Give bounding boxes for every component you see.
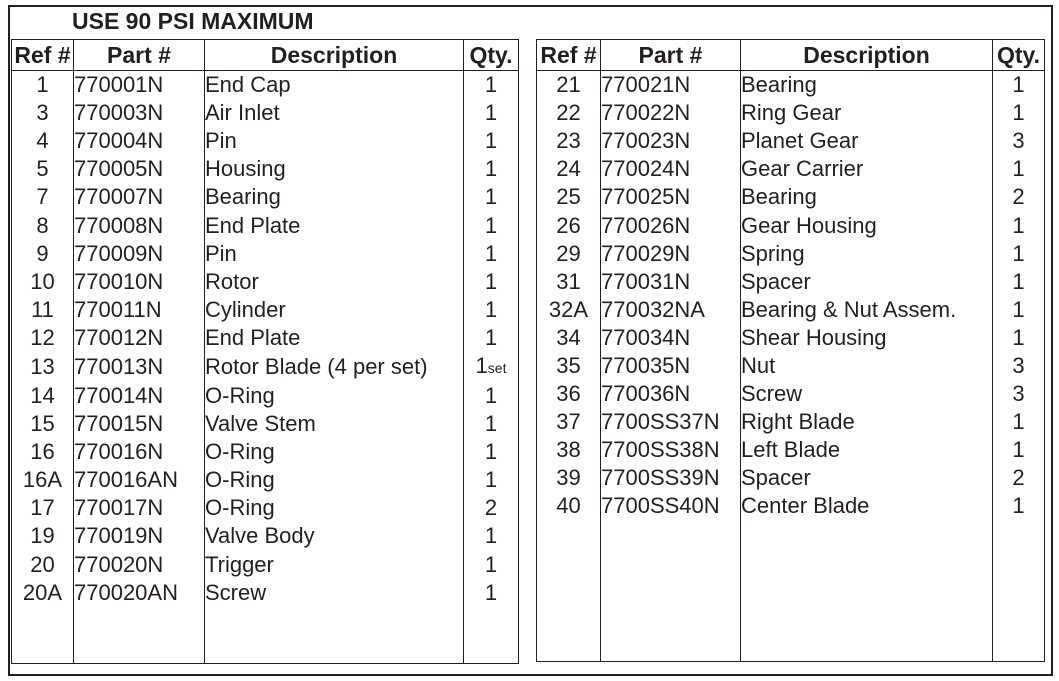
part-number-cell: 770009N bbox=[74, 240, 205, 268]
part-number-cell: 7700SS40N bbox=[601, 492, 741, 520]
description-cell: Air Inlet bbox=[205, 99, 464, 127]
quantity-cell: 1 bbox=[993, 155, 1045, 183]
description-cell: Spacer bbox=[741, 464, 993, 492]
quantity-cell: 1 bbox=[993, 71, 1045, 100]
quantity-unit: set bbox=[487, 359, 507, 376]
table-row bbox=[537, 464, 1045, 492]
parts-table-right-body bbox=[537, 71, 1045, 662]
part-number-cell bbox=[74, 607, 205, 635]
description-cell: Left Blade bbox=[741, 436, 993, 464]
quantity-cell: 3 bbox=[993, 380, 1045, 408]
table-row bbox=[12, 522, 519, 550]
quantity-cell bbox=[993, 633, 1045, 662]
description-cell: O-Ring bbox=[205, 494, 464, 522]
ref-cell: 1 bbox=[12, 71, 74, 100]
quantity-cell: 1 bbox=[464, 522, 519, 550]
quantity-cell: 1 bbox=[464, 240, 519, 268]
table-row bbox=[12, 268, 519, 296]
part-number-cell: 770001N bbox=[74, 71, 205, 100]
ref-cell bbox=[537, 577, 601, 605]
table-row bbox=[537, 296, 1045, 324]
pressure-warning-heading: USE 90 PSI MAXIMUM bbox=[72, 8, 314, 34]
table-row bbox=[12, 240, 519, 268]
ref-cell: 9 bbox=[12, 240, 74, 268]
part-number-cell bbox=[74, 635, 205, 664]
quantity-cell: 3 bbox=[993, 352, 1045, 380]
description-cell bbox=[741, 605, 993, 633]
ref-cell: 29 bbox=[537, 240, 601, 268]
quantity-cell: 1 bbox=[464, 183, 519, 211]
part-number-cell: 770010N bbox=[74, 268, 205, 296]
description-cell: Rotor bbox=[205, 268, 464, 296]
ref-cell: 34 bbox=[537, 324, 601, 352]
part-number-cell bbox=[601, 577, 741, 605]
description-cell: Housing bbox=[205, 155, 464, 183]
description-cell bbox=[741, 521, 993, 549]
description-cell: Shear Housing bbox=[741, 324, 993, 352]
ref-cell: 26 bbox=[537, 211, 601, 239]
part-number-cell: 770007N bbox=[74, 183, 205, 211]
description-cell: Bearing & Nut Assem. bbox=[741, 296, 993, 324]
empty-row bbox=[537, 577, 1045, 605]
ref-cell: 23 bbox=[537, 127, 601, 155]
part-number-cell bbox=[601, 633, 741, 662]
description-cell bbox=[741, 633, 993, 662]
quantity-cell: 1 bbox=[993, 99, 1045, 127]
table-row bbox=[537, 352, 1045, 380]
table-row bbox=[12, 99, 519, 127]
quantity-cell: 1 bbox=[464, 438, 519, 466]
header-qty: Qty. bbox=[993, 40, 1045, 71]
ref-cell: 38 bbox=[537, 436, 601, 464]
quantity-cell bbox=[993, 577, 1045, 605]
parts-table-left-body bbox=[12, 71, 519, 664]
ref-cell: 17 bbox=[12, 494, 74, 522]
quantity-cell: 1 bbox=[993, 296, 1045, 324]
part-number-cell: 770003N bbox=[74, 99, 205, 127]
part-number-cell: 770022N bbox=[601, 99, 741, 127]
ref-cell: 16 bbox=[12, 438, 74, 466]
description-cell: Planet Gear bbox=[741, 127, 993, 155]
ref-cell: 25 bbox=[537, 183, 601, 211]
ref-cell: 8 bbox=[12, 211, 74, 239]
description-cell: O-Ring bbox=[205, 382, 464, 410]
ref-cell: 13 bbox=[12, 352, 74, 382]
quantity-cell: 1 bbox=[993, 240, 1045, 268]
ref-cell: 32A bbox=[537, 296, 601, 324]
ref-cell bbox=[12, 607, 74, 635]
part-number-cell: 770015N bbox=[74, 410, 205, 438]
part-number-cell: 770004N bbox=[74, 127, 205, 155]
table-row bbox=[12, 352, 519, 382]
table-row bbox=[12, 410, 519, 438]
quantity-cell: 1 bbox=[464, 324, 519, 352]
description-cell: Ring Gear bbox=[741, 99, 993, 127]
table-row bbox=[12, 71, 519, 100]
ref-cell: 16A bbox=[12, 466, 74, 494]
table-row bbox=[537, 183, 1045, 211]
description-cell: Valve Body bbox=[205, 522, 464, 550]
part-number-cell: 770011N bbox=[74, 296, 205, 324]
table-row bbox=[12, 579, 519, 607]
ref-cell: 10 bbox=[12, 268, 74, 296]
description-cell: Rotor Blade (4 per set) bbox=[205, 352, 464, 382]
quantity-cell bbox=[464, 352, 519, 382]
part-number-cell: 770025N bbox=[601, 183, 741, 211]
description-cell bbox=[741, 549, 993, 577]
description-cell: Pin bbox=[205, 127, 464, 155]
table-row bbox=[537, 155, 1045, 183]
quantity-cell: 1 bbox=[993, 211, 1045, 239]
header-ref: Ref # bbox=[537, 40, 601, 71]
ref-cell: 31 bbox=[537, 268, 601, 296]
ref-cell: 20A bbox=[12, 579, 74, 607]
table-row bbox=[537, 324, 1045, 352]
table-row bbox=[537, 211, 1045, 239]
quantity-cell: 2 bbox=[464, 494, 519, 522]
part-number-cell: 770024N bbox=[601, 155, 741, 183]
description-cell: Spring bbox=[741, 240, 993, 268]
part-number-cell: 7700SS38N bbox=[601, 436, 741, 464]
part-number-cell: 770029N bbox=[601, 240, 741, 268]
part-number-cell: 770031N bbox=[601, 268, 741, 296]
description-cell: Nut bbox=[741, 352, 993, 380]
table-row bbox=[12, 382, 519, 410]
table-row bbox=[537, 380, 1045, 408]
quantity-cell: 2 bbox=[993, 183, 1045, 211]
ref-cell: 7 bbox=[12, 183, 74, 211]
header-description: Description bbox=[741, 40, 993, 71]
part-number-cell: 770008N bbox=[74, 211, 205, 239]
description-cell: Right Blade bbox=[741, 408, 993, 436]
quantity-cell: 1 bbox=[993, 324, 1045, 352]
ref-cell: 36 bbox=[537, 380, 601, 408]
description-cell: Valve Stem bbox=[205, 410, 464, 438]
ref-cell bbox=[537, 633, 601, 662]
description-cell bbox=[741, 577, 993, 605]
part-number-cell bbox=[601, 521, 741, 549]
table-row bbox=[12, 551, 519, 579]
ref-cell bbox=[537, 605, 601, 633]
part-number-cell: 770026N bbox=[601, 211, 741, 239]
ref-cell bbox=[12, 635, 74, 664]
quantity-cell bbox=[993, 605, 1045, 633]
quantity-cell: 1 bbox=[464, 551, 519, 579]
part-number-cell: 770005N bbox=[74, 155, 205, 183]
empty-row bbox=[537, 549, 1045, 577]
part-number-cell: 770035N bbox=[601, 352, 741, 380]
table-header-row bbox=[537, 40, 1045, 71]
quantity-cell: 2 bbox=[993, 464, 1045, 492]
empty-row bbox=[537, 605, 1045, 633]
part-number-cell: 770032NA bbox=[601, 296, 741, 324]
description-cell: Bearing bbox=[741, 71, 993, 100]
table-row bbox=[537, 268, 1045, 296]
part-number-cell: 770014N bbox=[74, 382, 205, 410]
table-row bbox=[537, 240, 1045, 268]
part-number-cell: 7700SS37N bbox=[601, 408, 741, 436]
description-cell: Gear Carrier bbox=[741, 155, 993, 183]
description-cell: End Plate bbox=[205, 324, 464, 352]
ref-cell: 22 bbox=[537, 99, 601, 127]
table-row bbox=[12, 127, 519, 155]
header-part: Part # bbox=[601, 40, 741, 71]
quantity-cell: 1 bbox=[464, 268, 519, 296]
parts-table-right bbox=[536, 39, 1045, 662]
quantity-cell bbox=[464, 635, 519, 664]
ref-cell: 19 bbox=[12, 522, 74, 550]
header-ref: Ref # bbox=[12, 40, 74, 71]
table-row bbox=[12, 296, 519, 324]
quantity-cell bbox=[993, 521, 1045, 549]
empty-row bbox=[12, 635, 519, 664]
description-cell: Center Blade bbox=[741, 492, 993, 520]
part-number-cell: 770034N bbox=[601, 324, 741, 352]
table-row bbox=[537, 492, 1045, 520]
part-number-cell bbox=[601, 605, 741, 633]
empty-row bbox=[537, 521, 1045, 549]
quantity-cell: 1 bbox=[464, 99, 519, 127]
part-number-cell: 770016N bbox=[74, 438, 205, 466]
table-row bbox=[12, 183, 519, 211]
description-cell: Pin bbox=[205, 240, 464, 268]
quantity-cell: 1 bbox=[993, 436, 1045, 464]
table-row bbox=[537, 99, 1045, 127]
table-header-row bbox=[12, 40, 519, 71]
ref-cell: 39 bbox=[537, 464, 601, 492]
ref-cell: 4 bbox=[12, 127, 74, 155]
part-number-cell: 770021N bbox=[601, 71, 741, 100]
part-number-cell: 770020N bbox=[74, 551, 205, 579]
empty-row bbox=[537, 633, 1045, 662]
description-cell: O-Ring bbox=[205, 438, 464, 466]
part-number-cell: 770036N bbox=[601, 380, 741, 408]
table-row bbox=[537, 71, 1045, 100]
ref-cell bbox=[537, 549, 601, 577]
ref-cell: 21 bbox=[537, 71, 601, 100]
part-number-cell: 770019N bbox=[74, 522, 205, 550]
description-cell: Screw bbox=[741, 380, 993, 408]
ref-cell: 12 bbox=[12, 324, 74, 352]
part-number-cell: 770017N bbox=[74, 494, 205, 522]
description-cell: End Plate bbox=[205, 211, 464, 239]
table-row bbox=[12, 324, 519, 352]
description-cell bbox=[205, 635, 464, 664]
ref-cell: 40 bbox=[537, 492, 601, 520]
empty-row bbox=[12, 607, 519, 635]
header-description: Description bbox=[205, 40, 464, 71]
quantity-cell: 1 bbox=[993, 408, 1045, 436]
ref-cell: 3 bbox=[12, 99, 74, 127]
header-qty: Qty. bbox=[464, 40, 519, 71]
description-cell: Cylinder bbox=[205, 296, 464, 324]
quantity-cell: 1 bbox=[993, 492, 1045, 520]
quantity-cell: 1 bbox=[993, 268, 1045, 296]
quantity-cell: 1 bbox=[464, 410, 519, 438]
table-row bbox=[537, 408, 1045, 436]
quantity-cell: 1 bbox=[464, 579, 519, 607]
table-row bbox=[12, 211, 519, 239]
quantity-cell bbox=[993, 549, 1045, 577]
description-cell: Gear Housing bbox=[741, 211, 993, 239]
quantity-cell: 1 bbox=[464, 211, 519, 239]
quantity-value: 1 bbox=[475, 352, 488, 378]
quantity-cell: 1 bbox=[464, 155, 519, 183]
description-cell: End Cap bbox=[205, 71, 464, 100]
table-row bbox=[537, 436, 1045, 464]
part-number-cell: 770023N bbox=[601, 127, 741, 155]
part-number-cell bbox=[601, 549, 741, 577]
quantity-cell: 1 bbox=[464, 296, 519, 324]
table-row bbox=[12, 494, 519, 522]
table-row bbox=[12, 466, 519, 494]
part-number-cell: 770013N bbox=[74, 352, 205, 382]
ref-cell: 14 bbox=[12, 382, 74, 410]
part-number-cell: 7700SS39N bbox=[601, 464, 741, 492]
ref-cell: 37 bbox=[537, 408, 601, 436]
quantity-cell: 3 bbox=[993, 127, 1045, 155]
part-number-cell: 770012N bbox=[74, 324, 205, 352]
ref-cell: 24 bbox=[537, 155, 601, 183]
quantity-cell: 1 bbox=[464, 382, 519, 410]
description-cell: Spacer bbox=[741, 268, 993, 296]
table-row bbox=[12, 155, 519, 183]
quantity-cell: 1 bbox=[464, 71, 519, 100]
table-row bbox=[537, 127, 1045, 155]
description-cell: Trigger bbox=[205, 551, 464, 579]
part-number-cell: 770016AN bbox=[74, 466, 205, 494]
header-part: Part # bbox=[74, 40, 205, 71]
quantity-cell: 1 bbox=[464, 127, 519, 155]
part-number-cell: 770020AN bbox=[74, 579, 205, 607]
ref-cell: 35 bbox=[537, 352, 601, 380]
ref-cell: 11 bbox=[12, 296, 74, 324]
parts-table-left bbox=[11, 39, 519, 664]
table-row bbox=[12, 438, 519, 466]
quantity-cell: 1 bbox=[464, 466, 519, 494]
description-cell: Bearing bbox=[741, 183, 993, 211]
description-cell: O-Ring bbox=[205, 466, 464, 494]
ref-cell bbox=[537, 521, 601, 549]
ref-cell: 5 bbox=[12, 155, 74, 183]
quantity-cell bbox=[464, 607, 519, 635]
description-cell: Bearing bbox=[205, 183, 464, 211]
ref-cell: 15 bbox=[12, 410, 74, 438]
description-cell: Screw bbox=[205, 579, 464, 607]
description-cell bbox=[205, 607, 464, 635]
ref-cell: 20 bbox=[12, 551, 74, 579]
